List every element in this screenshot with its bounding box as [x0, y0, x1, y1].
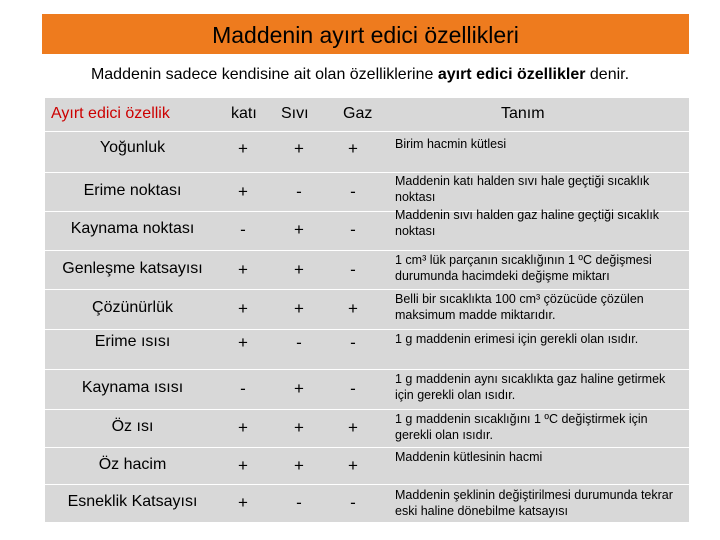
row-gas-value: +: [348, 418, 358, 437]
row-feature-name: Esneklik Katsayısı: [67, 493, 198, 510]
row-definition: 1 g maddenin erimesi için gerekli olan ısıdır.: [395, 332, 639, 346]
row-solid-value: +: [238, 333, 248, 352]
table-row: [45, 134, 689, 173]
row-definition: Maddenin katı halden sıvı hale geçtiği sıcaklık noktası: [395, 174, 650, 204]
row-solid-value: -: [240, 220, 246, 239]
table-row: [45, 410, 689, 448]
subtitle-bold: ayırt edici özellikler: [437, 66, 586, 83]
row-solid-value: +: [238, 260, 248, 279]
row-gas-value: -: [350, 379, 356, 398]
header-definition: Tanım: [501, 105, 545, 122]
row-feature-name: Erime ısısı: [94, 333, 171, 350]
header-gas: Gaz: [343, 105, 373, 122]
row-definition: Maddenin şeklinin değiştirilmesi durumunda tekrar eski haline dönebilme katsayısı: [395, 488, 673, 518]
row-solid-value: +: [238, 456, 248, 475]
row-feature-name: Öz ısı: [111, 418, 154, 435]
header-liquid: Sıvı: [281, 105, 309, 122]
table-row: [45, 370, 689, 410]
table-row: [45, 290, 689, 330]
header-solid: katı: [231, 105, 257, 122]
row-solid-value: +: [238, 493, 248, 512]
subtitle: [0, 66, 720, 84]
row-liquid-value: +: [294, 260, 304, 279]
row-definition: Birim hacmin kütlesi: [395, 137, 507, 151]
row-definition: 1 cm³ lük parçanın sıcaklığının 1 ºC değişmesi durumunda hacimdeki değişme miktarı: [395, 253, 652, 283]
table-row: [45, 330, 689, 370]
row-definition: Maddenin sıvı halden gaz haline geçtiği sıcaklık noktası: [395, 208, 660, 238]
row-liquid-value: +: [294, 456, 304, 475]
table-row: [45, 485, 689, 522]
row-gas-value: -: [350, 493, 356, 512]
row-liquid-value: -: [296, 493, 302, 512]
page-title: Maddenin ayırt edici özellikleri: [42, 14, 689, 54]
properties-table: [45, 98, 689, 522]
row-gas-value: +: [348, 299, 358, 318]
row-gas-value: +: [348, 139, 358, 158]
row-gas-value: -: [350, 220, 356, 239]
row-definition: Belli bir sıcaklıkta 100 cm³ çözücüde çözülen maksimum madde miktarıdır.: [395, 292, 644, 322]
row-feature-name: Çözünürlük: [92, 299, 173, 316]
row-definition: 1 g maddenin aynı sıcaklıkta gaz haline getirmek için gerekli olan ısıdır.: [395, 372, 666, 402]
row-liquid-value: +: [294, 379, 304, 398]
subtitle-pre: Maddenin sadece kendisine ait olan özelliklerine: [90, 66, 438, 83]
table-header: [45, 98, 689, 132]
row-liquid-value: +: [294, 139, 304, 158]
header-feature: Ayırt edici özellik: [51, 105, 170, 122]
row-gas-value: +: [348, 456, 358, 475]
row-gas-value: -: [350, 182, 356, 201]
row-definition: Maddenin kütlesinin hacmi: [395, 450, 543, 464]
table-row: [45, 448, 689, 485]
row-feature-name: Kaynama noktası: [70, 220, 195, 237]
row-feature-name: Kaynama ısısı: [81, 379, 184, 396]
row-solid-value: +: [238, 299, 248, 318]
row-solid-value: +: [238, 418, 248, 437]
row-solid-value: +: [238, 182, 248, 201]
row-solid-value: -: [240, 379, 246, 398]
row-feature-name: Yoğunluk: [99, 139, 166, 156]
row-liquid-value: -: [296, 333, 302, 352]
row-liquid-value: +: [294, 299, 304, 318]
table-row: [45, 208, 689, 251]
row-liquid-value: +: [294, 220, 304, 239]
row-solid-value: +: [238, 139, 248, 158]
row-feature-name: Genleşme katsayısı: [62, 260, 203, 277]
row-definition: 1 g maddenin sıcaklığını 1 ºC değiştirmek için gerekli olan ısıdır.: [395, 412, 648, 442]
row-feature-name: Erime noktası: [83, 182, 182, 199]
row-feature-name: Öz hacim: [98, 456, 167, 473]
row-gas-value: -: [350, 333, 356, 352]
table-row: [45, 251, 689, 290]
row-liquid-value: +: [294, 418, 304, 437]
row-liquid-value: -: [296, 182, 302, 201]
subtitle-post: denir.: [585, 66, 630, 83]
row-gas-value: -: [350, 260, 356, 279]
